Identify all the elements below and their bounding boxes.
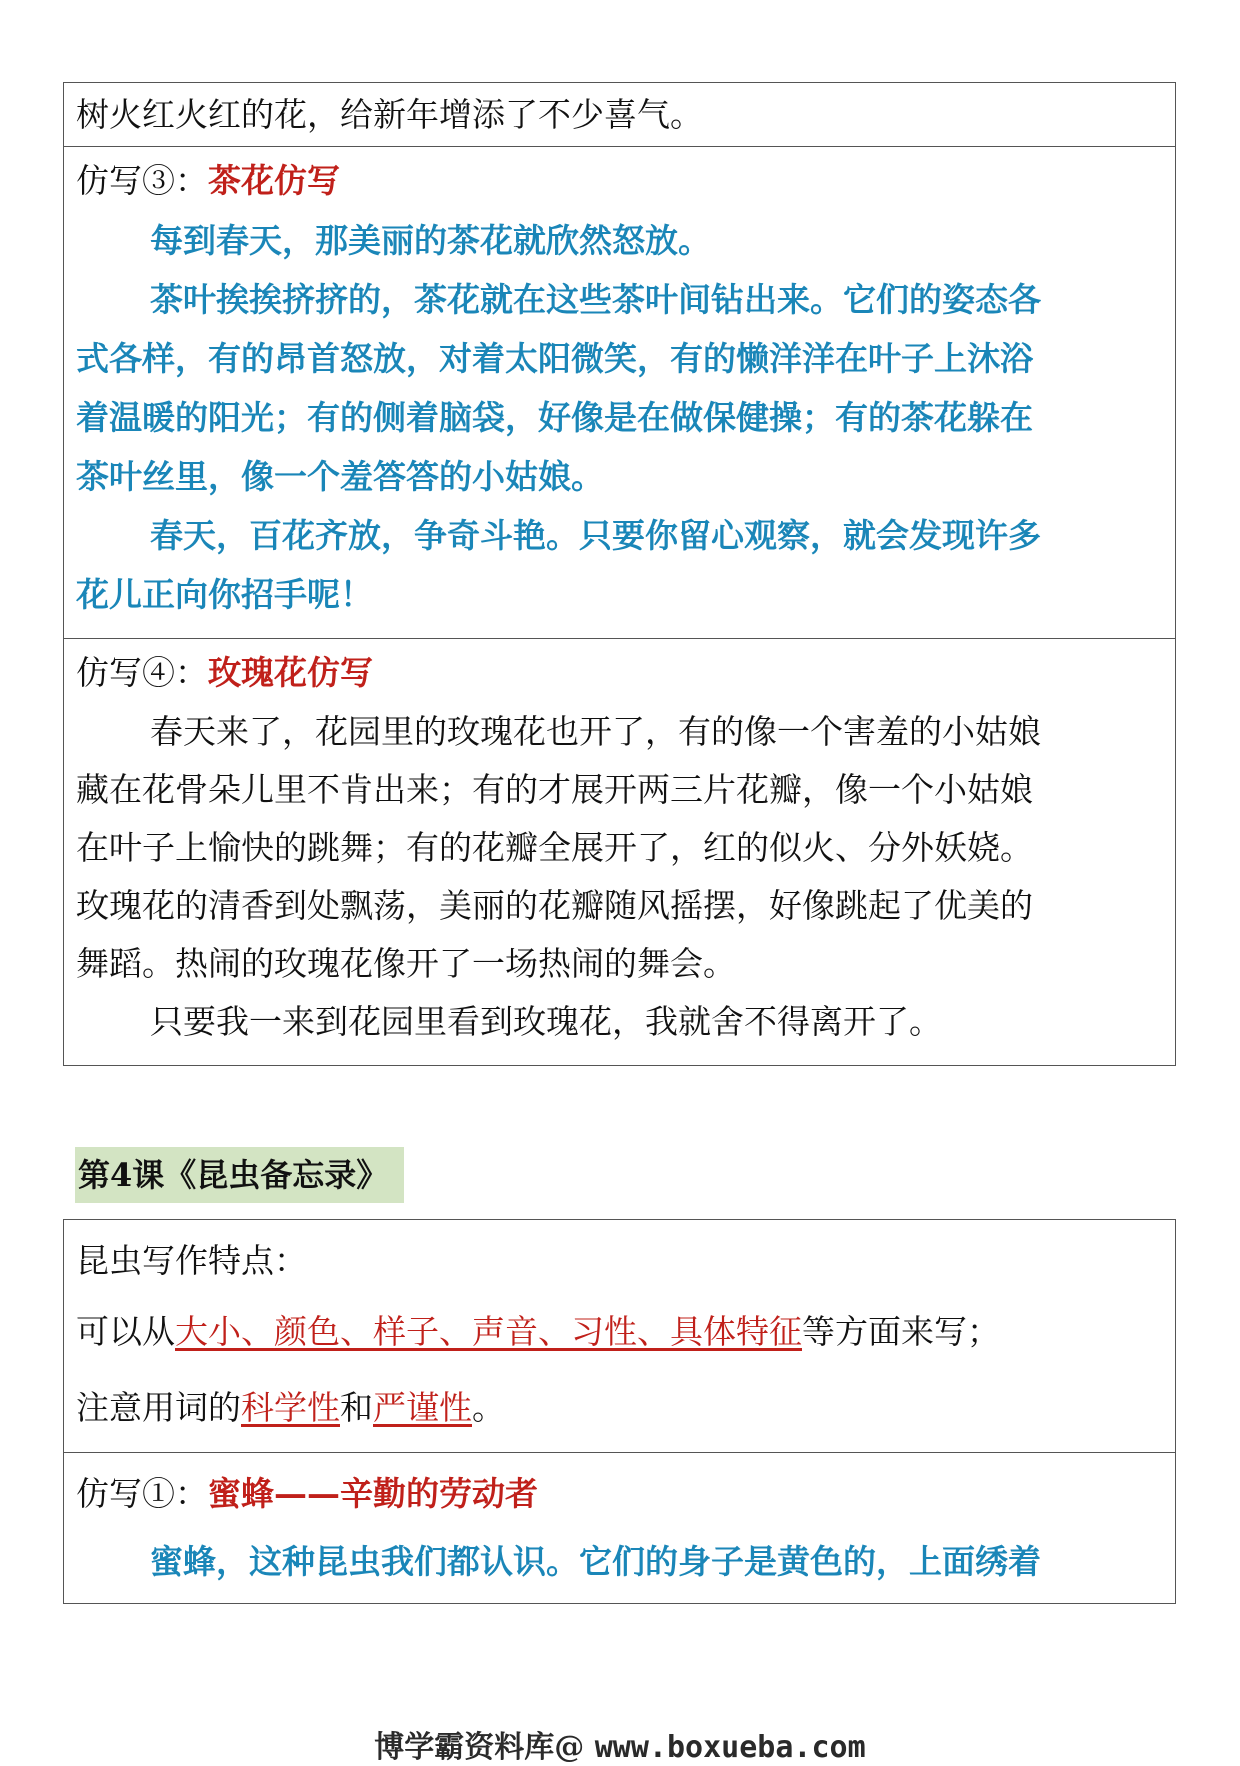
paragraph-line: 茶叶丝里，像一个羞答答的小姑娘。: [76, 457, 604, 496]
paragraph-line: 花儿正向你招手呢！: [76, 575, 373, 614]
section-1-cell: [64, 1452, 1175, 1603]
wording-highlight-scientific: 科学性: [241, 1388, 340, 1427]
paragraph-line: 式各样，有的昂首怒放，对着太阳微笑，有的懒洋洋在叶子上沐浴: [76, 339, 1033, 378]
section-3-title: 茶花仿写: [208, 161, 340, 200]
section-1-heading: [76, 1461, 1161, 1527]
intro-text: 树火红火红的花，给新年增添了不少喜气。: [76, 95, 703, 134]
paragraph-line: 每到春天，那美丽的茶花就欣然怒放。: [150, 221, 711, 260]
model-essay-table-2: [63, 1219, 1176, 1604]
wording-prefix: 注意用词的: [76, 1388, 241, 1427]
model-essay-table-1: [63, 82, 1176, 1066]
paragraph-line: 着温暖的阳光；有的侧着脑袋，好像是在做保健操；有的茶花躲在: [76, 398, 1033, 437]
section-3-heading: [76, 151, 1161, 211]
section-4-heading: [76, 643, 1161, 703]
section-4-label: 仿写④：: [76, 653, 208, 692]
lesson-title: 第4课《昆虫备忘录》: [75, 1147, 404, 1203]
aspects-suffix: 等方面来写；: [802, 1312, 1000, 1351]
footer-watermark: [0, 1722, 1240, 1766]
footer-site: 博学霸资料库@: [374, 1730, 585, 1765]
section-4-cell: [64, 638, 1175, 1065]
aspects-highlight: 大小、颜色、样子、声音、习性、具体特征: [175, 1312, 802, 1351]
paragraph-line: 舞蹈。热闹的玫瑰花像开了一场热闹的舞会。: [76, 944, 736, 983]
wording-highlight-rigor: 严谨性: [373, 1388, 472, 1427]
section-1-label: 仿写①：: [76, 1474, 208, 1513]
section-3-cell: [64, 146, 1175, 638]
paragraph-line: 春天来了，花园里的玫瑰花也开了，有的像一个害羞的小姑娘: [150, 712, 1041, 751]
section-1-body: [76, 1527, 1161, 1597]
features-aspects: [76, 1294, 1161, 1370]
paragraph-line: 茶叶挨挨挤挤的，茶花就在这些茶叶间钻出来。它们的姿态各: [150, 280, 1041, 319]
paragraph-line: 蜜蜂，这种昆虫我们都认识。它们的身子是黄色的，上面绣着: [150, 1542, 1041, 1581]
intro-cell: [64, 83, 1175, 146]
wording-mid: 和: [340, 1388, 373, 1427]
section-4-body: [76, 703, 1161, 1051]
paragraph-line: 春天，百花齐放，争奇斗艳。只要你留心观察，就会发现许多: [150, 516, 1041, 555]
features-heading: 昆虫写作特点：: [76, 1241, 307, 1280]
wording-end: 。: [472, 1388, 505, 1427]
section-4-title: 玫瑰花仿写: [208, 653, 373, 692]
section-3-body: [76, 211, 1161, 624]
section-3-label: 仿写③：: [76, 161, 208, 200]
paragraph-line: 在叶子上愉快的跳舞；有的花瓣全展开了，红的似火、分外妖娆。: [76, 828, 1033, 867]
paragraph-line: 只要我一来到花园里看到玫瑰花，我就舍不得离开了。: [150, 1002, 942, 1041]
footer-url: www.boxueba.com: [594, 1730, 866, 1765]
paragraph-line: 玫瑰花的清香到处飘荡，美丽的花瓣随风摇摆，好像跳起了优美的: [76, 886, 1033, 925]
features-cell: [64, 1220, 1175, 1452]
section-1-title: 蜜蜂——辛勤的劳动者: [208, 1474, 538, 1513]
paragraph-line: 藏在花骨朵儿里不肯出来；有的才展开两三片花瓣，像一个小姑娘: [76, 770, 1033, 809]
features-wording: [76, 1370, 1161, 1446]
aspects-prefix: 可以从: [76, 1312, 175, 1351]
